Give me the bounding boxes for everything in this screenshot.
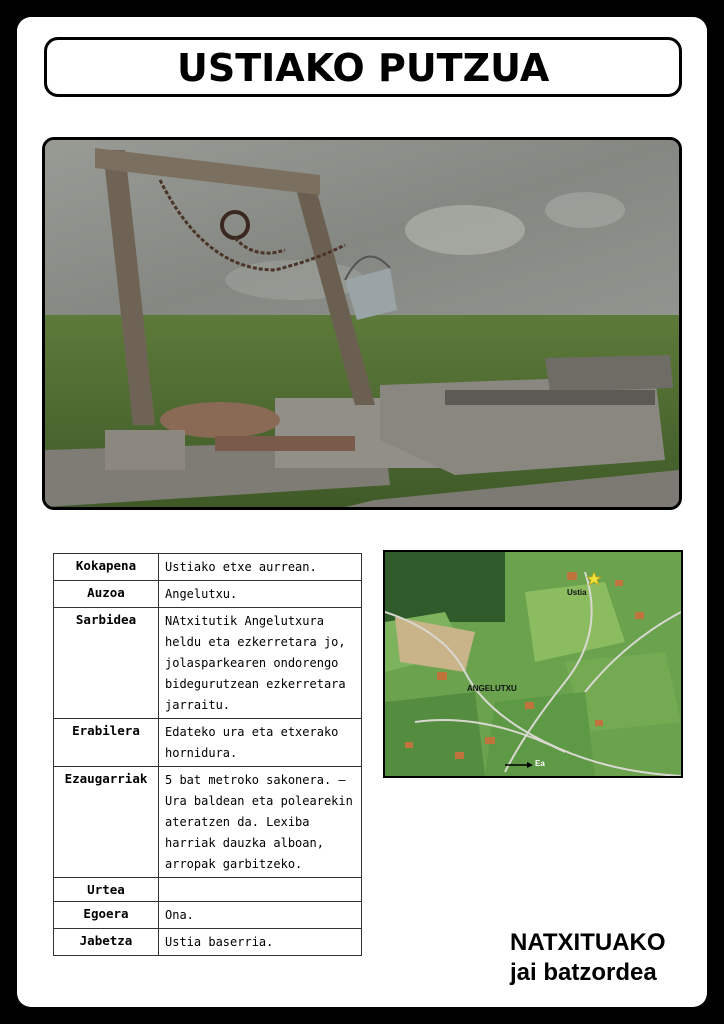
location-map — [383, 550, 683, 778]
table-row — [54, 554, 362, 581]
title-box — [44, 37, 682, 97]
row-key: Jabetza — [54, 929, 159, 956]
row-key: Erabilera — [54, 719, 159, 767]
row-value: Ustiako etxe aurrean. — [159, 554, 362, 581]
row-key: Kokapena — [54, 554, 159, 581]
table-row — [54, 767, 362, 878]
row-value: NAtxitutik Angelutxura heldu eta ezkerretara jo, jolasparkearen ondorengo bidegurutzean ezkerretara jarraitu. — [159, 608, 362, 719]
row-value: Ona. — [159, 902, 362, 929]
table-row — [54, 581, 362, 608]
row-key: Egoera — [54, 902, 159, 929]
map-label-ea: Ea — [535, 759, 545, 768]
table-row — [54, 608, 362, 719]
row-value: Ustia baserria. — [159, 929, 362, 956]
map-label-angelutxu: ANGELUTXU — [467, 684, 517, 693]
row-key: Sarbidea — [54, 608, 159, 719]
row-value: 5 bat metroko sakonera. – Ura baldean eta polearekin ateratzen da. Lexiba harriak dauzka alboan, arropak garbitzeko. — [159, 767, 362, 878]
row-value — [159, 878, 362, 902]
well-photo — [42, 137, 682, 510]
row-value: Angelutxu. — [159, 581, 362, 608]
row-key: Ezaugarriak — [54, 767, 159, 878]
organizer-line2: jai batzordea — [510, 959, 657, 986]
organizer-line1: NATXITUAKO — [510, 929, 666, 956]
map-label-ustia: Ustia — [567, 588, 587, 597]
table-row — [54, 929, 362, 956]
map-image — [385, 552, 681, 776]
row-value: Edateko ura eta etxerako hornidura. — [159, 719, 362, 767]
organizer-name — [510, 928, 685, 988]
info-table — [53, 553, 362, 956]
row-key: Auzoa — [54, 581, 159, 608]
table-row — [54, 878, 362, 902]
table-row — [54, 719, 362, 767]
table-row — [54, 902, 362, 929]
page-title: USTIAKO PUTZUA — [177, 46, 550, 90]
well-photo-icon — [45, 140, 679, 507]
row-key: Urtea — [54, 878, 159, 902]
